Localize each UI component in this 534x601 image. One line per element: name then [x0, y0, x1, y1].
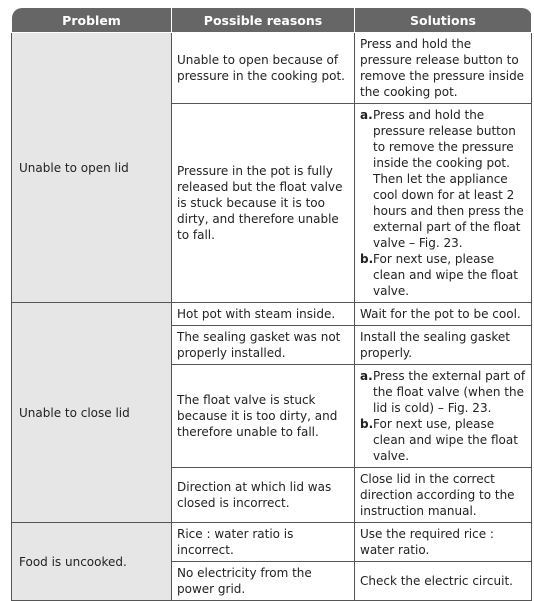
solution-cell — [355, 365, 532, 468]
troubleshooting-table — [11, 7, 532, 601]
solution-text: For next use, please clean and wipe the float valve. — [373, 417, 518, 463]
solution-text: For next use, please clean and wipe the float valve. — [373, 252, 518, 298]
solution-cell: Press and hold the pressure release button to remove the pressure inside the cooking pot. — [355, 33, 532, 104]
reason-cell: Unable to open because of pressure in the cooking pot. — [172, 33, 355, 104]
solution-item — [360, 368, 526, 416]
problem-cell: Food is uncooked. — [12, 523, 172, 601]
reason-cell: No electricity from the power grid. — [172, 562, 355, 601]
troubleshooting-table-container — [11, 7, 533, 596]
solution-item — [360, 416, 526, 464]
solution-cell: Install the sealing gasket properly. — [355, 326, 532, 365]
header-possible-reasons: Possible reasons — [172, 8, 355, 33]
table-row — [12, 33, 532, 104]
solution-item — [360, 251, 526, 299]
header-solutions: Solutions — [355, 8, 532, 33]
header-problem: Problem — [12, 8, 172, 33]
solution-text: Press the external part of the float valve (when the lid is cold) – Fig. 23. — [373, 369, 526, 415]
table-header-row — [12, 8, 532, 33]
solution-cell — [355, 104, 532, 303]
solution-cell: Use the required rice : water ratio. — [355, 523, 532, 562]
reason-cell: Direction at which lid was closed is incorrect. — [172, 468, 355, 523]
table-row — [12, 523, 532, 562]
table-row — [12, 303, 532, 326]
solution-text: Press and hold the pressure release button to remove the pressure inside the cooking pot. Then let the appliance cool down for at least 2 hours and then press the external part of the float valve – Fig. 23. — [373, 108, 524, 250]
reason-cell: Rice : water ratio is incorrect. — [172, 523, 355, 562]
reason-cell: Hot pot with steam inside. — [172, 303, 355, 326]
reason-cell: Pressure in the pot is fully released but the float valve is stuck because it is too dirty, and therefore unable to fall. — [172, 104, 355, 303]
solution-marker: b. — [360, 252, 374, 266]
solution-marker: a. — [360, 108, 373, 122]
solution-cell: Wait for the pot to be cool. — [355, 303, 532, 326]
solution-item — [360, 107, 526, 251]
problem-cell: Unable to open lid — [12, 33, 172, 303]
problem-cell: Unable to close lid — [12, 303, 172, 523]
solution-marker: b. — [360, 417, 374, 431]
solution-marker: a. — [360, 369, 373, 383]
reason-cell: The float valve is stuck because it is too dirty, and therefore unable to fall. — [172, 365, 355, 468]
solution-cell: Check the electric circuit. — [355, 562, 532, 601]
solution-cell: Close lid in the correct direction according to the instruction manual. — [355, 468, 532, 523]
reason-cell: The sealing gasket was not properly installed. — [172, 326, 355, 365]
